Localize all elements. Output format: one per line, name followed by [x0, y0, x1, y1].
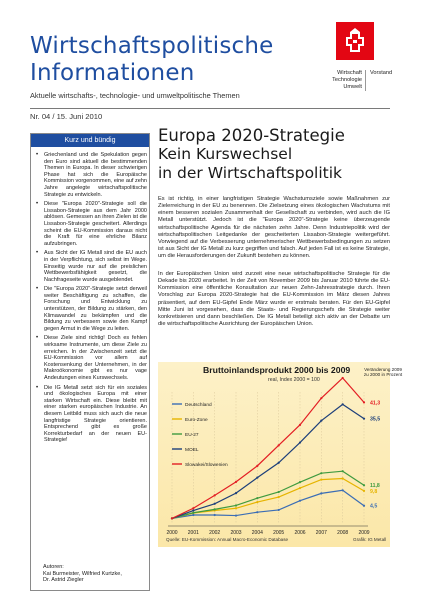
series-point	[320, 479, 322, 481]
series-point	[235, 492, 237, 494]
x-tick-label: 2005	[273, 530, 285, 536]
chart-footer: Quelle: EU-Kommission: Annual Macro-Economic Database	[166, 537, 289, 542]
logo-line: Umwelt	[343, 84, 362, 90]
summary-item: • Die "Europa 2020"-Strategie setzt derweil weiter Beschäftigung zu schaffen, die Forschung und Entwicklung zu unterstützen, der Bildung zu stärken, den Klimawandel zu bekämpfen und die Bildung zu verbessern sowie den Kampf gegen Armut in die Wege zu leiten.	[35, 286, 147, 332]
x-tick-label: 2008	[337, 530, 349, 536]
series-point	[363, 484, 365, 486]
series-point	[299, 441, 301, 443]
series-end-label: 4,5	[370, 503, 378, 510]
chart-subtitle: real, Index 2000 = 100	[268, 377, 320, 383]
series-point	[278, 496, 280, 498]
gdp-chart-svg	[158, 362, 390, 547]
series-point	[192, 509, 194, 511]
ig-metall-logo-icon	[336, 22, 374, 60]
series-point	[214, 503, 216, 505]
series-point	[256, 477, 258, 479]
series-point	[342, 477, 344, 479]
legend-label: MOEL	[185, 448, 199, 453]
series-point	[214, 508, 216, 510]
series-end-label: 9,8	[370, 488, 378, 495]
summary-list	[35, 152, 147, 447]
article-paragraph: Es ist richtig, in einer langfristigen Strategie Wachstumsziele sowie Maßnahmen zur Zielerreichung in der EU zu benennen. Die Zielsetzung eines ökologischen Wachstums mit einem besseren sozialen Zusammenhalt der Gesellschaft zu verbinden, wird auch die IG Metall unterstützt. Jedoch ist die "Europa 2020"-Strategie keine überzeugende wirtschaftspolitische Agenda für die nächsten zehn Jahre. Denn Industriepolitik wird der wirtschaftspolitischen Leitgedanke der gescheiterten Lissabon-Strategie weitergeführt. Vorwiegend auf die Verbesserung unternehmerischer Wettbewerbsbedingungen zu setzen ist aus Sicht der IG Metall zu kurz gegriffen und falsch. Auf jeden Fall ist es keine Strategie, um die Herausforderungen der Zukunft bestehen zu können.	[158, 196, 390, 260]
legend-label: EU-27	[185, 433, 199, 438]
publication-title-line1: Wirtschaftspolitische	[30, 33, 274, 59]
article-title-line: Kein Kurswechsel	[158, 145, 293, 163]
series-point	[363, 490, 365, 492]
series-point	[214, 494, 216, 496]
series-point	[278, 444, 280, 446]
logo-line: Technologie	[332, 77, 362, 83]
series-point	[278, 462, 280, 464]
series-point	[342, 470, 344, 472]
summary-item: • Diese Ziele sind richtig! Doch es fehlen wirksame Instrumente, um diese Ziele zu erreichen. In der Zwischenzeit setzt die EU-Kommission vor allem auf Kostensenkung der Unternehmen, in der Makroökonomie gibt es nur vage Andeutungen eines Kurswechsels.	[35, 335, 147, 381]
series-point	[299, 424, 301, 426]
series-point	[363, 401, 365, 403]
series-point	[342, 377, 344, 379]
x-tick-label: 2007	[315, 530, 327, 536]
article-title-line: Europa 2020-Strategie	[158, 126, 345, 145]
issue-number: Nr. 04 / 15. Juni 2010	[30, 112, 103, 121]
series-point	[299, 487, 301, 489]
chart-title: Bruttoinlandsprodukt 2000 bis 2009	[203, 365, 351, 375]
series-point	[320, 472, 322, 474]
series-point	[256, 501, 258, 503]
series-point	[214, 514, 216, 516]
series-point	[299, 481, 301, 483]
series-end-label: 35,5	[370, 416, 381, 423]
series-point	[342, 403, 344, 405]
authors-line: Kai Burmeister, Wilfried Kurtzke,	[43, 570, 122, 577]
x-tick-label: 2001	[187, 530, 199, 536]
summary-sidebar	[30, 133, 150, 591]
logo-department-lines	[318, 70, 366, 91]
series-end-label: 41,3	[370, 400, 381, 407]
gdp-chart	[158, 362, 403, 542]
x-tick-label: 2002	[209, 530, 221, 536]
series-point	[235, 514, 237, 516]
series-point	[256, 511, 258, 513]
authors-block	[43, 564, 122, 584]
series-point	[342, 489, 344, 491]
series-point	[299, 500, 301, 502]
series-point	[192, 512, 194, 514]
x-tick-label: 2006	[294, 530, 306, 536]
series-point	[192, 514, 194, 516]
article-paragraph: In der Europäischen Union wird zurzeit eine neue wirtschaftspolitische Strategie für die Dekade bis 2020 erarbeitet. In der Zeit von November 2009 bis Januar 2010 führte die EU-Kommission eine öffentliche Konsultation zur neuen Zehn-Jahresstrategie durch. Ihren Vorschlag zur Europa 2020-Strategie hat die EU-Kommission im März diesen Jahres präsentiert, auf dem EU-Gipfel Ende März wurde er erstmals beraten. Für den EU-Gipfel Mitte Juni ist vorgesehen, dass die Staats- und Regierungschefs die Strategie weiter konkretisieren und dann beschließen. Die IG Metall beteiligt sich aktiv an der Debatte um die wirtschaftspolitische Ausrichtung der Europäischen Union.	[158, 271, 390, 328]
series-point	[256, 497, 258, 499]
legend-label: Deutschland	[185, 403, 212, 408]
series-point	[278, 509, 280, 511]
series-point	[320, 397, 322, 399]
article-title	[158, 126, 398, 183]
article-title-line: in der Wirtschaftspolitik	[158, 164, 343, 182]
summary-item: • Die IG Metall setzt sich für ein soziales und ökologisches Europa mit einer starken Wirtschaft ein. Diese bleibt mit einer starken europäischen Industrie. An diesem Leitbild muss sich auch die neue langfristige Strategie orientieren. Entsprechend gibt es große Korrekturbedarf an der neuen EU-Strategie!	[35, 385, 147, 444]
authors-label: Autoren:	[43, 564, 64, 570]
ig-metall-logo	[336, 22, 374, 60]
series-point	[235, 504, 237, 506]
series-point	[235, 481, 237, 483]
logo-board: Vorstand	[370, 70, 393, 76]
summary-item: • Diese "Europa 2020"-Strategie soll die Lissabon-Strategie aus dem Jahr 2000 ablösen. Gemessen an ihren Zielen ist die Lissabon-Strategie gescheitert. Allerdings scheint die EU-Kommission daraus nicht die Kraft für eine ehrliche Bilanz aufzubringen.	[35, 201, 147, 247]
legend-label: Euro-Zone	[185, 418, 208, 423]
series-point	[320, 492, 322, 494]
series-point	[363, 505, 365, 507]
publication-title-line2: Informationen	[30, 60, 195, 86]
header-divider	[30, 108, 390, 109]
legend-label: Slowakei/Slowenien	[185, 463, 228, 468]
series-point	[278, 491, 280, 493]
logo-line: Wirtschaft	[337, 70, 362, 76]
x-tick-label: 2000	[166, 530, 178, 536]
series-point	[171, 517, 173, 519]
chart-source: Grafik: IG Metall	[353, 537, 387, 542]
series-point	[363, 418, 365, 420]
x-tick-label: 2004	[251, 530, 263, 536]
series-point	[192, 507, 194, 509]
x-tick-label: 2003	[230, 530, 242, 536]
publication-title	[30, 33, 330, 87]
sidebar-heading: Kurz und bündig	[31, 134, 149, 147]
series-point	[256, 465, 258, 467]
summary-item: • Griechenland und die Spekulation gegen den Euro sind aktuell die bestimmenden Themen in Europa. In dieser schwierigen Phase hat sich die Europäische Kommission vorgenommen, eine auf zehn Jahre angelegte wirtschaftspolitische Strategie zu entwickeln.	[35, 152, 147, 198]
chart-note: Veränderung 2009 zu 2000 in Prozent	[363, 367, 403, 378]
series-point	[320, 420, 322, 422]
publication-subtitle: Aktuelle wirtschafts-, technologie- und umweltpolitische Themen	[30, 91, 240, 100]
series-end-label: 11,8	[370, 483, 380, 490]
authors-line: Dr. Astrid Ziegler	[43, 577, 84, 584]
x-tick-label: 2009	[358, 530, 370, 536]
summary-item: • Aus Sicht der IG Metall sind die EU auch in der Verpflichtung, sich selbst im Wege. Einseitig wurde nur auf die preislichen Wettbewerbsfähigkeit gesetzt, die Nachfrageseite wurde ausgeblendet.	[35, 250, 147, 283]
series-point	[235, 507, 237, 509]
